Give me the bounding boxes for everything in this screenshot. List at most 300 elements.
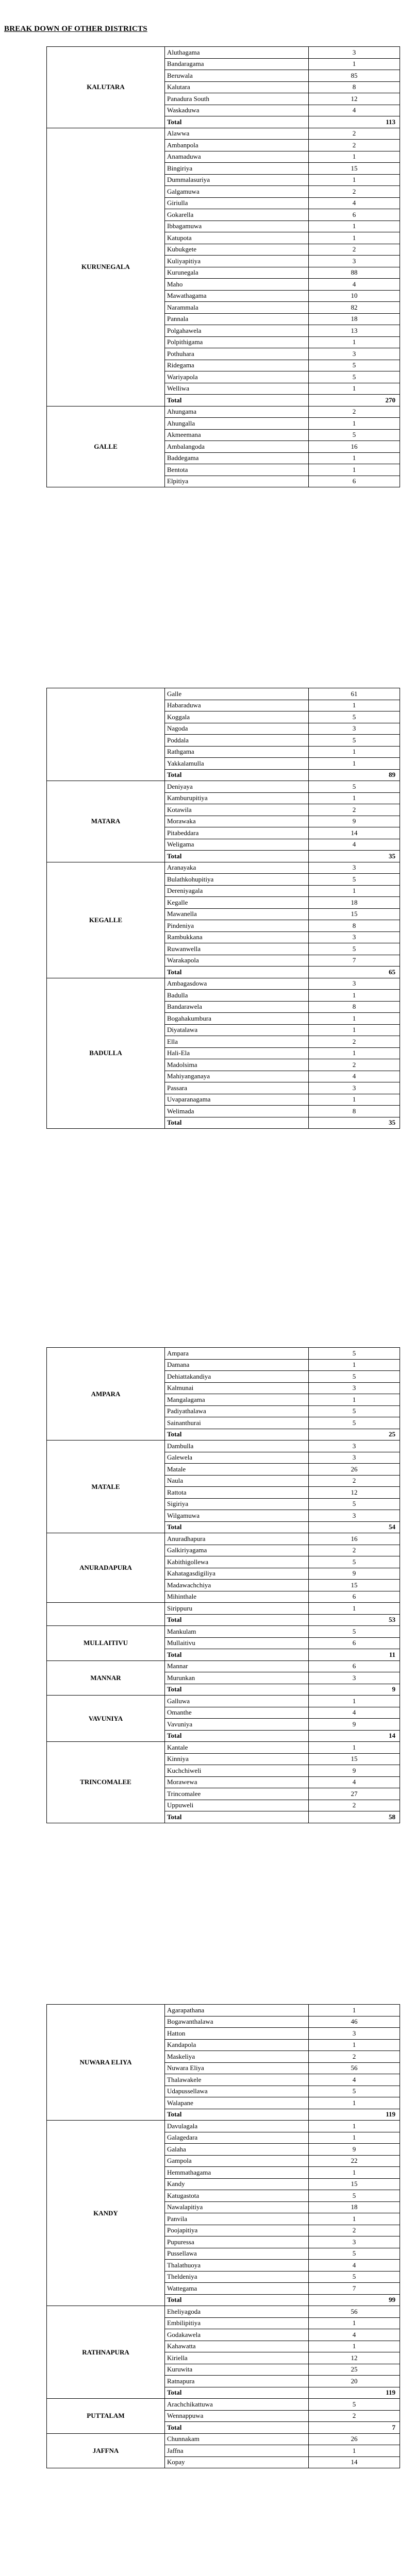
- town-count: 1: [309, 990, 400, 1002]
- town-name: Dambulla: [165, 1440, 309, 1452]
- town-name: Mangalagama: [165, 1394, 309, 1406]
- district-name: KEGALLE: [47, 862, 165, 978]
- district-name: MATARA: [47, 781, 165, 862]
- town-name: Wilgamuwa: [165, 1510, 309, 1522]
- town-name: Welliwa: [165, 383, 309, 395]
- district-name: [47, 688, 165, 781]
- table-row: [47, 2433, 400, 2445]
- town-name: Murunkan: [165, 1672, 309, 1684]
- town-name: Galle: [165, 688, 309, 700]
- town-name: Galewela: [165, 1452, 309, 1464]
- town-count: 5: [309, 735, 400, 747]
- town-name: Ratnapura: [165, 2376, 309, 2387]
- town-name: Kubukgete: [165, 244, 309, 256]
- town-name: Rathgama: [165, 746, 309, 758]
- town-count: 2: [309, 244, 400, 256]
- town-count: 3: [309, 978, 400, 990]
- total-value: 119: [309, 2387, 400, 2399]
- total-label: Total: [165, 2109, 309, 2121]
- table-row: [47, 47, 400, 59]
- town-name: Kuliyapitiya: [165, 256, 309, 267]
- town-count: 10: [309, 290, 400, 302]
- town-count: 18: [309, 2201, 400, 2213]
- town-count: 5: [309, 360, 400, 371]
- total-label: Total: [165, 1649, 309, 1661]
- town-count: 16: [309, 1533, 400, 1545]
- town-count: 3: [309, 256, 400, 267]
- page-block-1: [46, 46, 400, 487]
- town-count: 8: [309, 1106, 400, 1117]
- town-count: 1: [309, 452, 400, 464]
- town-count: 1: [309, 2039, 400, 2051]
- town-name: Panvila: [165, 2213, 309, 2225]
- town-count: 8: [309, 1001, 400, 1013]
- town-name: Theldeniya: [165, 2271, 309, 2283]
- town-count: 1: [309, 151, 400, 163]
- town-count: 85: [309, 70, 400, 82]
- town-count: 6: [309, 476, 400, 487]
- town-count: 5: [309, 781, 400, 793]
- town-count: 6: [309, 1660, 400, 1672]
- town-name: Thalawakele: [165, 2074, 309, 2086]
- town-count: 1: [309, 2317, 400, 2329]
- town-count: 1: [309, 2121, 400, 2132]
- district-name: GALLE: [47, 406, 165, 487]
- district-name: BADULLA: [47, 978, 165, 1129]
- town-name: Kinniya: [165, 1753, 309, 1765]
- table-row: [47, 978, 400, 990]
- town-count: 1: [309, 174, 400, 186]
- town-name: Pupuressa: [165, 2236, 309, 2248]
- town-name: Galaha: [165, 2144, 309, 2156]
- town-name: Kabithigollewa: [165, 1556, 309, 1568]
- total-value: 58: [309, 1811, 400, 1823]
- town-name: Yakkalamulla: [165, 758, 309, 770]
- town-name: Bentota: [165, 464, 309, 476]
- town-name: Bingiriya: [165, 163, 309, 175]
- table-row: [47, 1696, 400, 1707]
- town-name: Hemmathagama: [165, 2167, 309, 2179]
- town-name: Galkiriyagama: [165, 1545, 309, 1556]
- town-name: Badulla: [165, 990, 309, 1002]
- town-name: Nagoda: [165, 723, 309, 735]
- town-count: 5: [309, 1498, 400, 1510]
- total-value: 65: [309, 967, 400, 978]
- total-value: 53: [309, 1614, 400, 1626]
- town-count: 3: [309, 1510, 400, 1522]
- town-count: 1: [309, 221, 400, 232]
- town-count: 1: [309, 2445, 400, 2457]
- total-value: 9: [309, 1684, 400, 1696]
- town-name: Ambalangoda: [165, 441, 309, 453]
- town-name: Jaffna: [165, 2445, 309, 2457]
- town-count: 9: [309, 1568, 400, 1580]
- town-count: 1: [309, 2167, 400, 2179]
- table-row: [47, 1742, 400, 1754]
- town-name: Hali-Ela: [165, 1047, 309, 1059]
- town-count: 1: [309, 746, 400, 758]
- town-name: Katugastota: [165, 2190, 309, 2202]
- town-count: 1: [309, 2097, 400, 2109]
- town-count: 3: [309, 1082, 400, 1094]
- total-label: Total: [165, 967, 309, 978]
- district-name: MATALE: [47, 1440, 165, 1533]
- table-row: [47, 781, 400, 793]
- town-count: 1: [309, 336, 400, 348]
- town-name: Mahiyanganaya: [165, 1071, 309, 1082]
- town-name: Polpithigama: [165, 336, 309, 348]
- town-count: 2: [309, 186, 400, 198]
- table-row: [47, 688, 400, 700]
- district-name: VAVUNIYA: [47, 1696, 165, 1742]
- town-name: Narammala: [165, 302, 309, 314]
- total-value: 270: [309, 395, 400, 406]
- town-count: 13: [309, 325, 400, 337]
- town-name: Wattegama: [165, 2283, 309, 2295]
- town-count: 5: [309, 1348, 400, 1360]
- town-count: 3: [309, 931, 400, 943]
- town-count: 6: [309, 209, 400, 221]
- town-name: Eheliyagoda: [165, 2306, 309, 2318]
- town-count: 15: [309, 1580, 400, 1591]
- town-count: 1: [309, 2005, 400, 2016]
- district-name: PUTTALAM: [47, 2399, 165, 2434]
- total-label: Total: [165, 851, 309, 862]
- town-name: Padiyathalawa: [165, 1405, 309, 1417]
- town-name: Bogahakumbura: [165, 1013, 309, 1025]
- town-name: Polgahawela: [165, 325, 309, 337]
- town-name: Davulagala: [165, 2121, 309, 2132]
- town-count: 9: [309, 1719, 400, 1731]
- town-name: Naula: [165, 1475, 309, 1487]
- town-name: Nawalapitiya: [165, 2201, 309, 2213]
- town-count: 5: [309, 1556, 400, 1568]
- town-count: 6: [309, 1591, 400, 1603]
- town-name: Poddala: [165, 735, 309, 747]
- town-name: Katupota: [165, 232, 309, 244]
- town-count: 20: [309, 2376, 400, 2387]
- total-value: 11: [309, 1649, 400, 1661]
- town-name: Ruwanwella: [165, 943, 309, 955]
- town-name: Diyatalawa: [165, 1024, 309, 1036]
- town-count: 5: [309, 429, 400, 441]
- total-value: 14: [309, 1730, 400, 1742]
- town-count: 1: [309, 700, 400, 711]
- town-name: Maho: [165, 279, 309, 291]
- town-count: 7: [309, 2283, 400, 2295]
- town-count: 16: [309, 441, 400, 453]
- town-count: 2: [309, 406, 400, 418]
- district-name: KURUNEGALA: [47, 128, 165, 406]
- town-name: Sigiriya: [165, 1498, 309, 1510]
- town-name: Kandy: [165, 2178, 309, 2190]
- table-row: [47, 2005, 400, 2016]
- town-name: Morawewa: [165, 1776, 309, 1788]
- town-count: 22: [309, 2155, 400, 2167]
- town-name: Kuchchiweli: [165, 1765, 309, 1777]
- table-row: [47, 2306, 400, 2318]
- town-name: Mihinthale: [165, 1591, 309, 1603]
- town-count: 1: [309, 1359, 400, 1371]
- town-name: Bogawanthalawa: [165, 2016, 309, 2028]
- total-value: 7: [309, 2422, 400, 2434]
- town-count: 5: [309, 2086, 400, 2097]
- town-name: Udapussellawa: [165, 2086, 309, 2097]
- town-count: 2: [309, 128, 400, 140]
- town-name: Galgamuwa: [165, 186, 309, 198]
- town-count: 2: [309, 1036, 400, 1048]
- total-label: Total: [165, 2422, 309, 2434]
- table-row: [47, 2121, 400, 2132]
- total-label: Total: [165, 2387, 309, 2399]
- town-name: Godakawela: [165, 2329, 309, 2341]
- town-count: 12: [309, 2352, 400, 2364]
- town-name: Pussellawa: [165, 2248, 309, 2260]
- town-name: Weligama: [165, 839, 309, 851]
- town-count: 3: [309, 723, 400, 735]
- town-name: Kiriella: [165, 2352, 309, 2364]
- town-name: Pothuhara: [165, 348, 309, 360]
- town-count: 5: [309, 1417, 400, 1429]
- town-name: Anuradhapura: [165, 1533, 309, 1545]
- town-name: Sainanthurai: [165, 1417, 309, 1429]
- town-count: 5: [309, 371, 400, 383]
- town-count: 4: [309, 105, 400, 116]
- total-value: 54: [309, 1521, 400, 1533]
- town-name: Trincomalee: [165, 1788, 309, 1800]
- town-count: 82: [309, 302, 400, 314]
- town-count: 1: [309, 232, 400, 244]
- town-count: 61: [309, 688, 400, 700]
- district-name: KANDY: [47, 2121, 165, 2306]
- town-name: Aluthagama: [165, 47, 309, 59]
- town-count: 1: [309, 1603, 400, 1615]
- town-count: 3: [309, 348, 400, 360]
- town-count: 15: [309, 908, 400, 920]
- town-count: 1: [309, 792, 400, 804]
- table-row: [47, 2399, 400, 2411]
- town-name: Baddegama: [165, 452, 309, 464]
- town-count: 1: [309, 1742, 400, 1754]
- town-name: Pitabeddara: [165, 827, 309, 839]
- town-count: 46: [309, 2016, 400, 2028]
- district-name: [47, 1603, 165, 1626]
- town-name: Bandarawela: [165, 1001, 309, 1013]
- table-row: [47, 1533, 400, 1545]
- town-name: Kahatagasdigiliya: [165, 1568, 309, 1580]
- town-count: 4: [309, 197, 400, 209]
- town-name: Habaraduwa: [165, 700, 309, 711]
- town-name: Pindeniya: [165, 920, 309, 932]
- town-count: 1: [309, 1696, 400, 1707]
- town-count: 4: [309, 1071, 400, 1082]
- town-count: 27: [309, 1788, 400, 1800]
- town-count: 5: [309, 1371, 400, 1383]
- town-count: 3: [309, 2236, 400, 2248]
- town-count: 1: [309, 2341, 400, 2352]
- town-name: Galluwa: [165, 1696, 309, 1707]
- total-value: 113: [309, 116, 400, 128]
- town-name: Agarapathana: [165, 2005, 309, 2016]
- town-name: Panadura South: [165, 93, 309, 105]
- town-count: 5: [309, 1405, 400, 1417]
- town-name: Ahungalla: [165, 418, 309, 430]
- total-label: Total: [165, 1684, 309, 1696]
- town-name: Kotawila: [165, 804, 309, 816]
- town-count: 2: [309, 140, 400, 151]
- town-count: 3: [309, 1382, 400, 1394]
- district-name: ANURADAPURA: [47, 1533, 165, 1603]
- town-name: Ambanpola: [165, 140, 309, 151]
- town-count: 3: [309, 1672, 400, 1684]
- table-row: [47, 1660, 400, 1672]
- town-name: Deniyaya: [165, 781, 309, 793]
- town-count: 1: [309, 464, 400, 476]
- town-name: Kalutara: [165, 81, 309, 93]
- town-name: Kahawatta: [165, 2341, 309, 2352]
- town-count: 2: [309, 1545, 400, 1556]
- district-name: MULLAITIVU: [47, 1626, 165, 1661]
- table-row: [47, 1603, 400, 1615]
- town-count: 1: [309, 383, 400, 395]
- town-count: 5: [309, 2399, 400, 2411]
- town-name: Arachchikattuwa: [165, 2399, 309, 2411]
- total-label: Total: [165, 116, 309, 128]
- town-name: Dereniyagala: [165, 885, 309, 897]
- town-name: Ridegama: [165, 360, 309, 371]
- town-name: Matale: [165, 1464, 309, 1476]
- town-count: 4: [309, 2074, 400, 2086]
- table-row: [47, 1440, 400, 1452]
- town-name: Chunnakam: [165, 2433, 309, 2445]
- town-count: 3: [309, 2028, 400, 2040]
- district-name: MANNAR: [47, 1660, 165, 1696]
- town-name: Kurunegala: [165, 267, 309, 279]
- town-count: 18: [309, 313, 400, 325]
- town-name: Wennappuwa: [165, 2410, 309, 2422]
- town-count: 5: [309, 2190, 400, 2202]
- town-count: 56: [309, 2306, 400, 2318]
- town-count: 14: [309, 827, 400, 839]
- town-count: 15: [309, 1753, 400, 1765]
- total-value: 25: [309, 1429, 400, 1440]
- town-name: Dummalasuriya: [165, 174, 309, 186]
- town-name: Giriulla: [165, 197, 309, 209]
- town-count: 12: [309, 1487, 400, 1499]
- town-name: Ibbagamuwa: [165, 221, 309, 232]
- total-value: 119: [309, 2109, 400, 2121]
- town-count: 7: [309, 955, 400, 967]
- town-count: 2: [309, 2225, 400, 2236]
- town-count: 3: [309, 47, 400, 59]
- district-name: JAFFNA: [47, 2433, 165, 2468]
- town-count: 1: [309, 1013, 400, 1025]
- town-count: 2: [309, 1475, 400, 1487]
- town-count: 9: [309, 2144, 400, 2156]
- town-name: Walapane: [165, 2097, 309, 2109]
- district-table: [46, 1347, 400, 1823]
- town-count: 26: [309, 2433, 400, 2445]
- town-name: Passara: [165, 1082, 309, 1094]
- town-name: Warakapola: [165, 955, 309, 967]
- table-row: [47, 128, 400, 140]
- town-count: 5: [309, 943, 400, 955]
- total-label: Total: [165, 1429, 309, 1440]
- total-label: Total: [165, 769, 309, 781]
- total-label: Total: [165, 1614, 309, 1626]
- town-count: 1: [309, 1394, 400, 1406]
- town-name: Mullaitivu: [165, 1637, 309, 1649]
- town-count: 3: [309, 1452, 400, 1464]
- district-table: [46, 688, 400, 1129]
- town-count: 5: [309, 874, 400, 886]
- district-name: RATHNAPURA: [47, 2306, 165, 2399]
- town-count: 14: [309, 2456, 400, 2468]
- town-name: Rambukkana: [165, 931, 309, 943]
- total-value: 35: [309, 1117, 400, 1129]
- town-count: 5: [309, 2248, 400, 2260]
- district-name: KALUTARA: [47, 47, 165, 128]
- total-label: Total: [165, 2294, 309, 2306]
- town-count: 1: [309, 1047, 400, 1059]
- town-count: 5: [309, 1626, 400, 1638]
- town-count: 88: [309, 267, 400, 279]
- town-count: 4: [309, 1707, 400, 1719]
- town-name: Galagedara: [165, 2132, 309, 2144]
- town-count: 8: [309, 81, 400, 93]
- town-count: 2: [309, 2051, 400, 2063]
- town-name: Ella: [165, 1036, 309, 1048]
- town-name: Ahungama: [165, 406, 309, 418]
- town-name: Gampola: [165, 2155, 309, 2167]
- town-name: Nuwara Eliya: [165, 2062, 309, 2074]
- town-name: Mawathagama: [165, 290, 309, 302]
- town-name: Madawachchiya: [165, 1580, 309, 1591]
- town-name: Kuruwita: [165, 2364, 309, 2376]
- town-count: 3: [309, 862, 400, 874]
- page-block-3: [46, 1347, 400, 1823]
- town-name: Anamaduwa: [165, 151, 309, 163]
- town-count: 25: [309, 2364, 400, 2376]
- town-count: 1: [309, 885, 400, 897]
- town-count: 9: [309, 1765, 400, 1777]
- town-name: Uppuweli: [165, 1800, 309, 1811]
- table-row: [47, 1626, 400, 1638]
- town-name: Waskaduwa: [165, 105, 309, 116]
- town-count: 9: [309, 816, 400, 827]
- town-name: Bandaragama: [165, 58, 309, 70]
- town-name: Beruwala: [165, 70, 309, 82]
- town-name: Ampara: [165, 1348, 309, 1360]
- town-count: 6: [309, 1637, 400, 1649]
- town-name: Kantale: [165, 1742, 309, 1754]
- town-name: Poojapitiya: [165, 2225, 309, 2236]
- town-count: 4: [309, 839, 400, 851]
- town-count: 2: [309, 2410, 400, 2422]
- town-name: Morawaka: [165, 816, 309, 827]
- town-count: 18: [309, 897, 400, 909]
- town-name: Mannar: [165, 1660, 309, 1672]
- total-value: 99: [309, 2294, 400, 2306]
- town-name: Kamburupitiya: [165, 792, 309, 804]
- town-name: Ambagasdowa: [165, 978, 309, 990]
- town-count: 26: [309, 1464, 400, 1476]
- town-count: 2: [309, 1800, 400, 1811]
- town-name: Kegalle: [165, 897, 309, 909]
- town-name: Rattota: [165, 1487, 309, 1499]
- town-name: Uvaparanagama: [165, 1094, 309, 1106]
- town-name: Kandapola: [165, 2039, 309, 2051]
